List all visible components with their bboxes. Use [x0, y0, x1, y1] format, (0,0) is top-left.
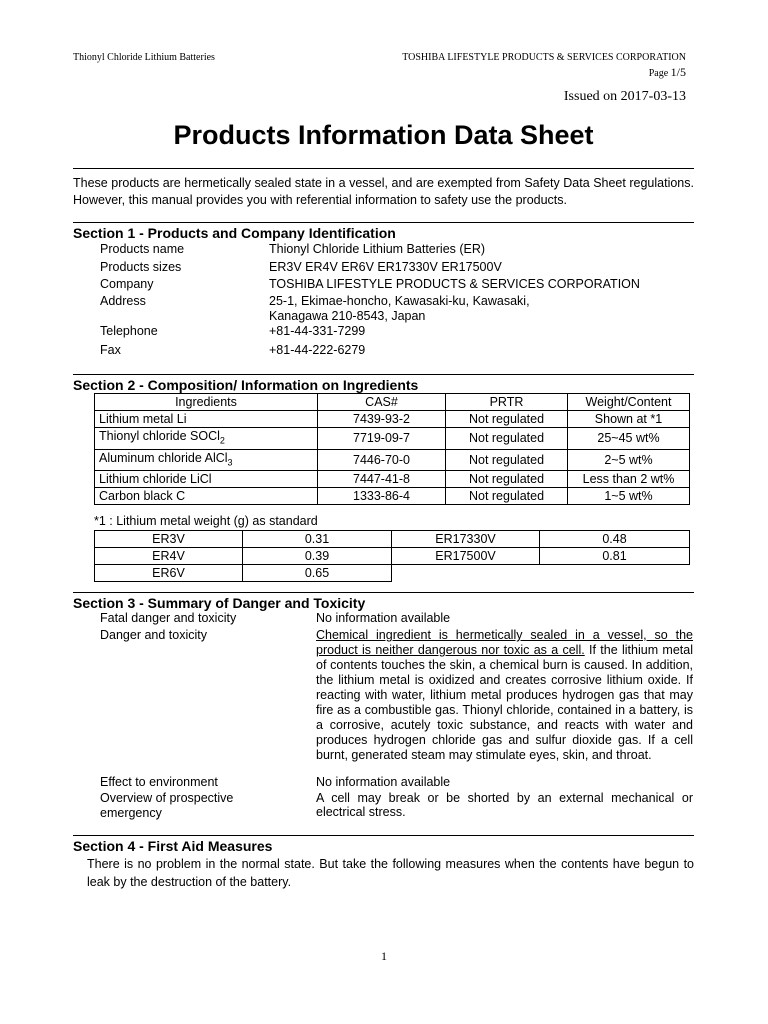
telephone-label: Telephone [100, 324, 158, 338]
ingredients-table [94, 393, 690, 505]
weight-cell: 0.48 [540, 531, 690, 548]
fatal-value: No information available [316, 611, 451, 625]
footer-page-number: 1 [381, 949, 387, 963]
weight-cell: 0.81 [540, 548, 690, 565]
table-row [95, 449, 690, 471]
section3-title: Section 3 - Summary of Danger and Toxicity [73, 595, 366, 611]
title-divider [73, 168, 694, 169]
empty-cell [540, 565, 690, 582]
table-row [95, 531, 690, 548]
header-weight: Weight/Content [568, 394, 690, 411]
section1-divider [73, 222, 694, 223]
ingredient-cas: 7719-09-7 [318, 428, 446, 450]
ingredient-name: Aluminum chloride AlCl$_3$ [95, 449, 318, 471]
ingredient-cas: 7446-70-0 [318, 449, 446, 471]
ingredient-weight: Less than 2 wt% [568, 471, 690, 488]
company-label: Company [100, 277, 154, 291]
danger-label: Danger and toxicity [100, 628, 208, 642]
ingredient-cas: 1333-86-4 [318, 488, 446, 505]
emergency-value: A cell may break or be shorted by an external mechanical or electrical stress. [316, 791, 693, 819]
ingredient-prtr: Not regulated [446, 471, 568, 488]
header-left-title: Thionyl Chloride Lithium Batteries [73, 52, 215, 63]
header-company: TOSHIBA LIFESTYLE PRODUCTS & SERVICES CORPORATION [402, 52, 686, 63]
header-cas: CAS# [318, 394, 446, 411]
ingredient-prtr: Not regulated [446, 428, 568, 450]
fatal-label: Fatal danger and toxicity [100, 611, 237, 625]
header-ingredients: Ingredients [95, 394, 318, 411]
table-row [95, 471, 690, 488]
section2-title: Section 2 - Composition/ Information on Ingredients [73, 377, 419, 393]
ingredient-prtr: Not regulated [446, 488, 568, 505]
ingredient-name: Thionyl chloride SOCl$_2$ [95, 428, 318, 450]
environment-value: No information available [316, 775, 451, 789]
danger-underlined: Chemical ingredient is hermetically sealed in a vessel, so the product is neither dangerous nor toxic as a cell. [316, 628, 693, 657]
table-row [95, 565, 690, 582]
address-value-line2: Kanagawa 210-8543, Japan [269, 309, 426, 323]
weight-note: *1 : Lithium metal weight (g) as standard [94, 514, 318, 528]
table-row [95, 428, 690, 450]
address-value-line1: 25-1, Ekimae-honcho, Kawasaki-ku, Kawasaki, [269, 294, 530, 308]
section1-title: Section 1 - Products and Company Identification [73, 225, 396, 241]
weight-cell: 0.65 [243, 565, 392, 582]
telephone-value: +81-44-331-7299 [269, 324, 366, 338]
weight-cell: 0.39 [243, 548, 392, 565]
table-row [95, 548, 690, 565]
model-cell: ER17330V [392, 531, 540, 548]
environment-label: Effect to environment [100, 775, 218, 789]
section4-divider [73, 835, 694, 836]
empty-cell [392, 565, 540, 582]
weight-cell: 0.31 [243, 531, 392, 548]
intro-paragraph: These products are hermetically sealed state in a vessel, and are exempted from Safety Data Sheet regulations. However, this manual provides you with referential information to safety use the products. [73, 176, 694, 207]
ingredient-cas: 7447-41-8 [318, 471, 446, 488]
header-page [649, 65, 686, 80]
page-title: Products Information Data Sheet [173, 120, 594, 150]
issued-line [564, 89, 686, 105]
products-name-label: Products name [100, 242, 185, 256]
table-row [95, 488, 690, 505]
issued-label: Issued on [563, 89, 618, 104]
ingredient-cas: 7439-93-2 [318, 411, 446, 428]
ingredient-weight: 1~5 wt% [568, 488, 690, 505]
section2-divider [73, 374, 694, 375]
model-cell: ER6V [95, 565, 243, 582]
lithium-weight-table [94, 530, 690, 582]
products-sizes-label: Products sizes [100, 260, 182, 274]
section4-text: There is no problem in the normal state. But take the following measures when the contents have begun to leak by the destruction of the battery. [87, 857, 694, 889]
danger-rest: If the lithium metal of contents touches the skin, a chemical burn is caused. In addition, the lithium metal is oxidized and creates corrosive lithium oxide. If reacting with water, lithium metal produces hydrogen gas that may fire as a combustible gas. Thionyl chloride, contained in a battery, is a corrosive, acutely toxic substance, and reacts with water and produces hydrogen chloride gas and sulfur dioxide gas. If a cell burnt, generated steam may stimulate eyes, skin, and throat. [316, 643, 694, 762]
table-row [95, 411, 690, 428]
emergency-label: Overview of prospective emergency [100, 791, 234, 820]
ingredient-prtr: Not regulated [446, 449, 568, 471]
ingredient-weight: 2~5 wt% [568, 449, 690, 471]
address-label: Address [100, 294, 146, 308]
ingredient-name: Carbon black C [95, 488, 318, 505]
ingredient-name: Lithium chloride LiCl [95, 471, 318, 488]
page-label: Page [648, 68, 669, 79]
ingredient-name: Lithium metal Li [95, 411, 318, 428]
section3-divider [73, 592, 694, 593]
model-cell: ER17500V [392, 548, 540, 565]
company-value: TOSHIBA LIFESTYLE PRODUCTS & SERVICES CORPORATION [269, 277, 640, 291]
ingredient-prtr: Not regulated [446, 411, 568, 428]
products-name-value: Thionyl Chloride Lithium Batteries (ER) [269, 242, 486, 256]
section4-title: Section 4 - First Aid Measures [73, 838, 273, 854]
model-cell: ER4V [95, 548, 243, 565]
ingredient-weight: 25~45 wt% [568, 428, 690, 450]
header-prtr: PRTR [446, 394, 568, 411]
fax-value: +81-44-222-6279 [269, 343, 366, 357]
page-value: 1/5 [670, 65, 686, 79]
products-sizes-value: ER3V ER4V ER6V ER17330V ER17500V [269, 260, 502, 274]
ingredient-weight: Shown at *1 [568, 411, 690, 428]
danger-text [316, 628, 693, 763]
issued-date: 2017-03-13 [620, 89, 686, 104]
ingredients-header-row [95, 394, 690, 411]
fax-label: Fax [100, 343, 121, 357]
model-cell: ER3V [95, 531, 243, 548]
